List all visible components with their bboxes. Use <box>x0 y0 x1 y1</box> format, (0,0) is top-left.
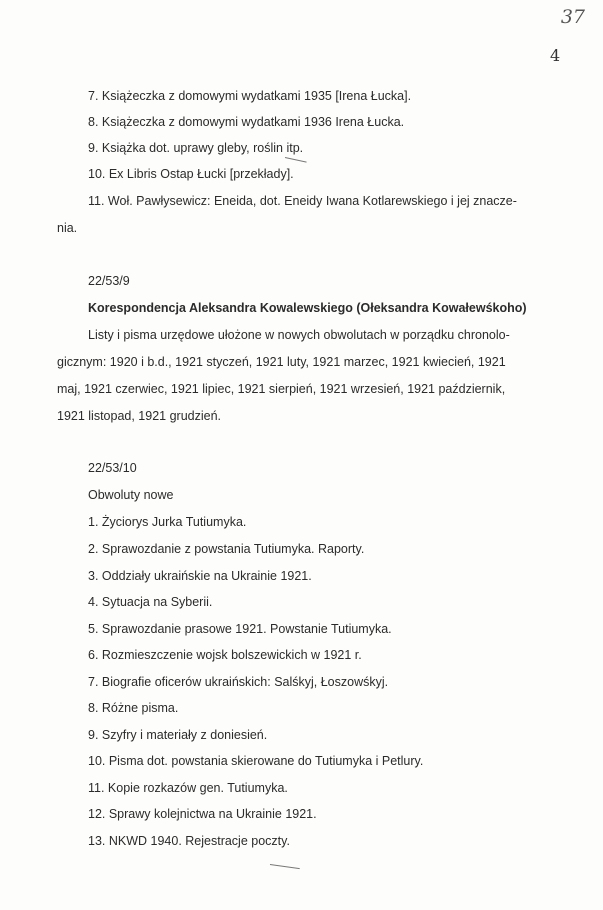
section-body-line: 1921 listopad, 1921 grudzień. <box>57 409 222 423</box>
list-item-continuation: nia. <box>57 221 78 235</box>
list-item: 4. Sytuacja na Syberii. <box>88 595 213 609</box>
list-item: 9. Szyfry i materiały z doniesień. <box>88 728 268 742</box>
section-subtitle: Obwoluty nowe <box>88 488 174 502</box>
list-item: 13. NKWD 1940. Rejestracje poczty. <box>88 834 290 848</box>
list-item: 11. Woł. Pawłysewicz: Eneida, dot. Eneidy Iwana Kotlarewskiego i jej znacze- <box>88 194 517 208</box>
list-item: 8. Różne pisma. <box>88 701 179 715</box>
list-item: 10. Pisma dot. powstania skierowane do Tutiumyka i Petlury. <box>88 754 424 768</box>
section-body-line: gicznym: 1920 i b.d., 1921 styczeń, 1921 luty, 1921 marzec, 1921 kwiecień, 1921 <box>57 355 506 369</box>
list-item: 1. Życiorys Jurka Tutiumyka. <box>88 515 247 529</box>
handwritten-page-number: 4 <box>550 46 561 65</box>
list-item: 6. Rozmieszczenie wojsk bolszewickich w 1921 r. <box>88 648 362 662</box>
list-item: 7. Książeczka z domowymi wydatkami 1935 [Irena Łucka]. <box>88 89 412 103</box>
list-item: 5. Sprawozdanie prasowe 1921. Powstanie Tutiumyka. <box>88 622 392 636</box>
list-item: 9. Książka dot. uprawy gleby, roślin itp. <box>88 141 304 155</box>
list-item: 3. Oddziały ukraińskie na Ukrainie 1921. <box>88 569 312 583</box>
list-item: 7. Biografie oficerów ukraińskich: Salśkyj, Łoszowśkyj. <box>88 675 389 689</box>
section-title: Korespondencja Aleksandra Kowalewskiego (Ołeksandra Kowałewśkoho) <box>88 301 527 315</box>
list-item: 10. Ex Libris Ostap Łucki [przekłady]. <box>88 167 294 181</box>
list-item: 2. Sprawozdanie z powstania Tutiumyka. Raporty. <box>88 542 365 556</box>
section-code: 22/53/9 <box>88 274 130 288</box>
pen-mark <box>285 157 307 163</box>
list-item: 8. Książeczka z domowymi wydatkami 1936 Irena Łucka. <box>88 115 405 129</box>
pen-mark <box>270 864 300 869</box>
section-code: 22/53/10 <box>88 461 137 475</box>
section-body-line: Listy i pisma urzędowe ułożone w nowych obwolutach w porządku chronolo- <box>88 328 510 342</box>
section-body-line: maj, 1921 czerwiec, 1921 lipiec, 1921 sierpień, 1921 wrzesień, 1921 październik, <box>57 382 506 396</box>
handwritten-sheet-number: 37 <box>560 6 585 28</box>
list-item: 12. Sprawy kolejnictwa na Ukrainie 1921. <box>88 807 317 821</box>
list-item: 11. Kopie rozkazów gen. Tutiumyka. <box>88 781 288 795</box>
